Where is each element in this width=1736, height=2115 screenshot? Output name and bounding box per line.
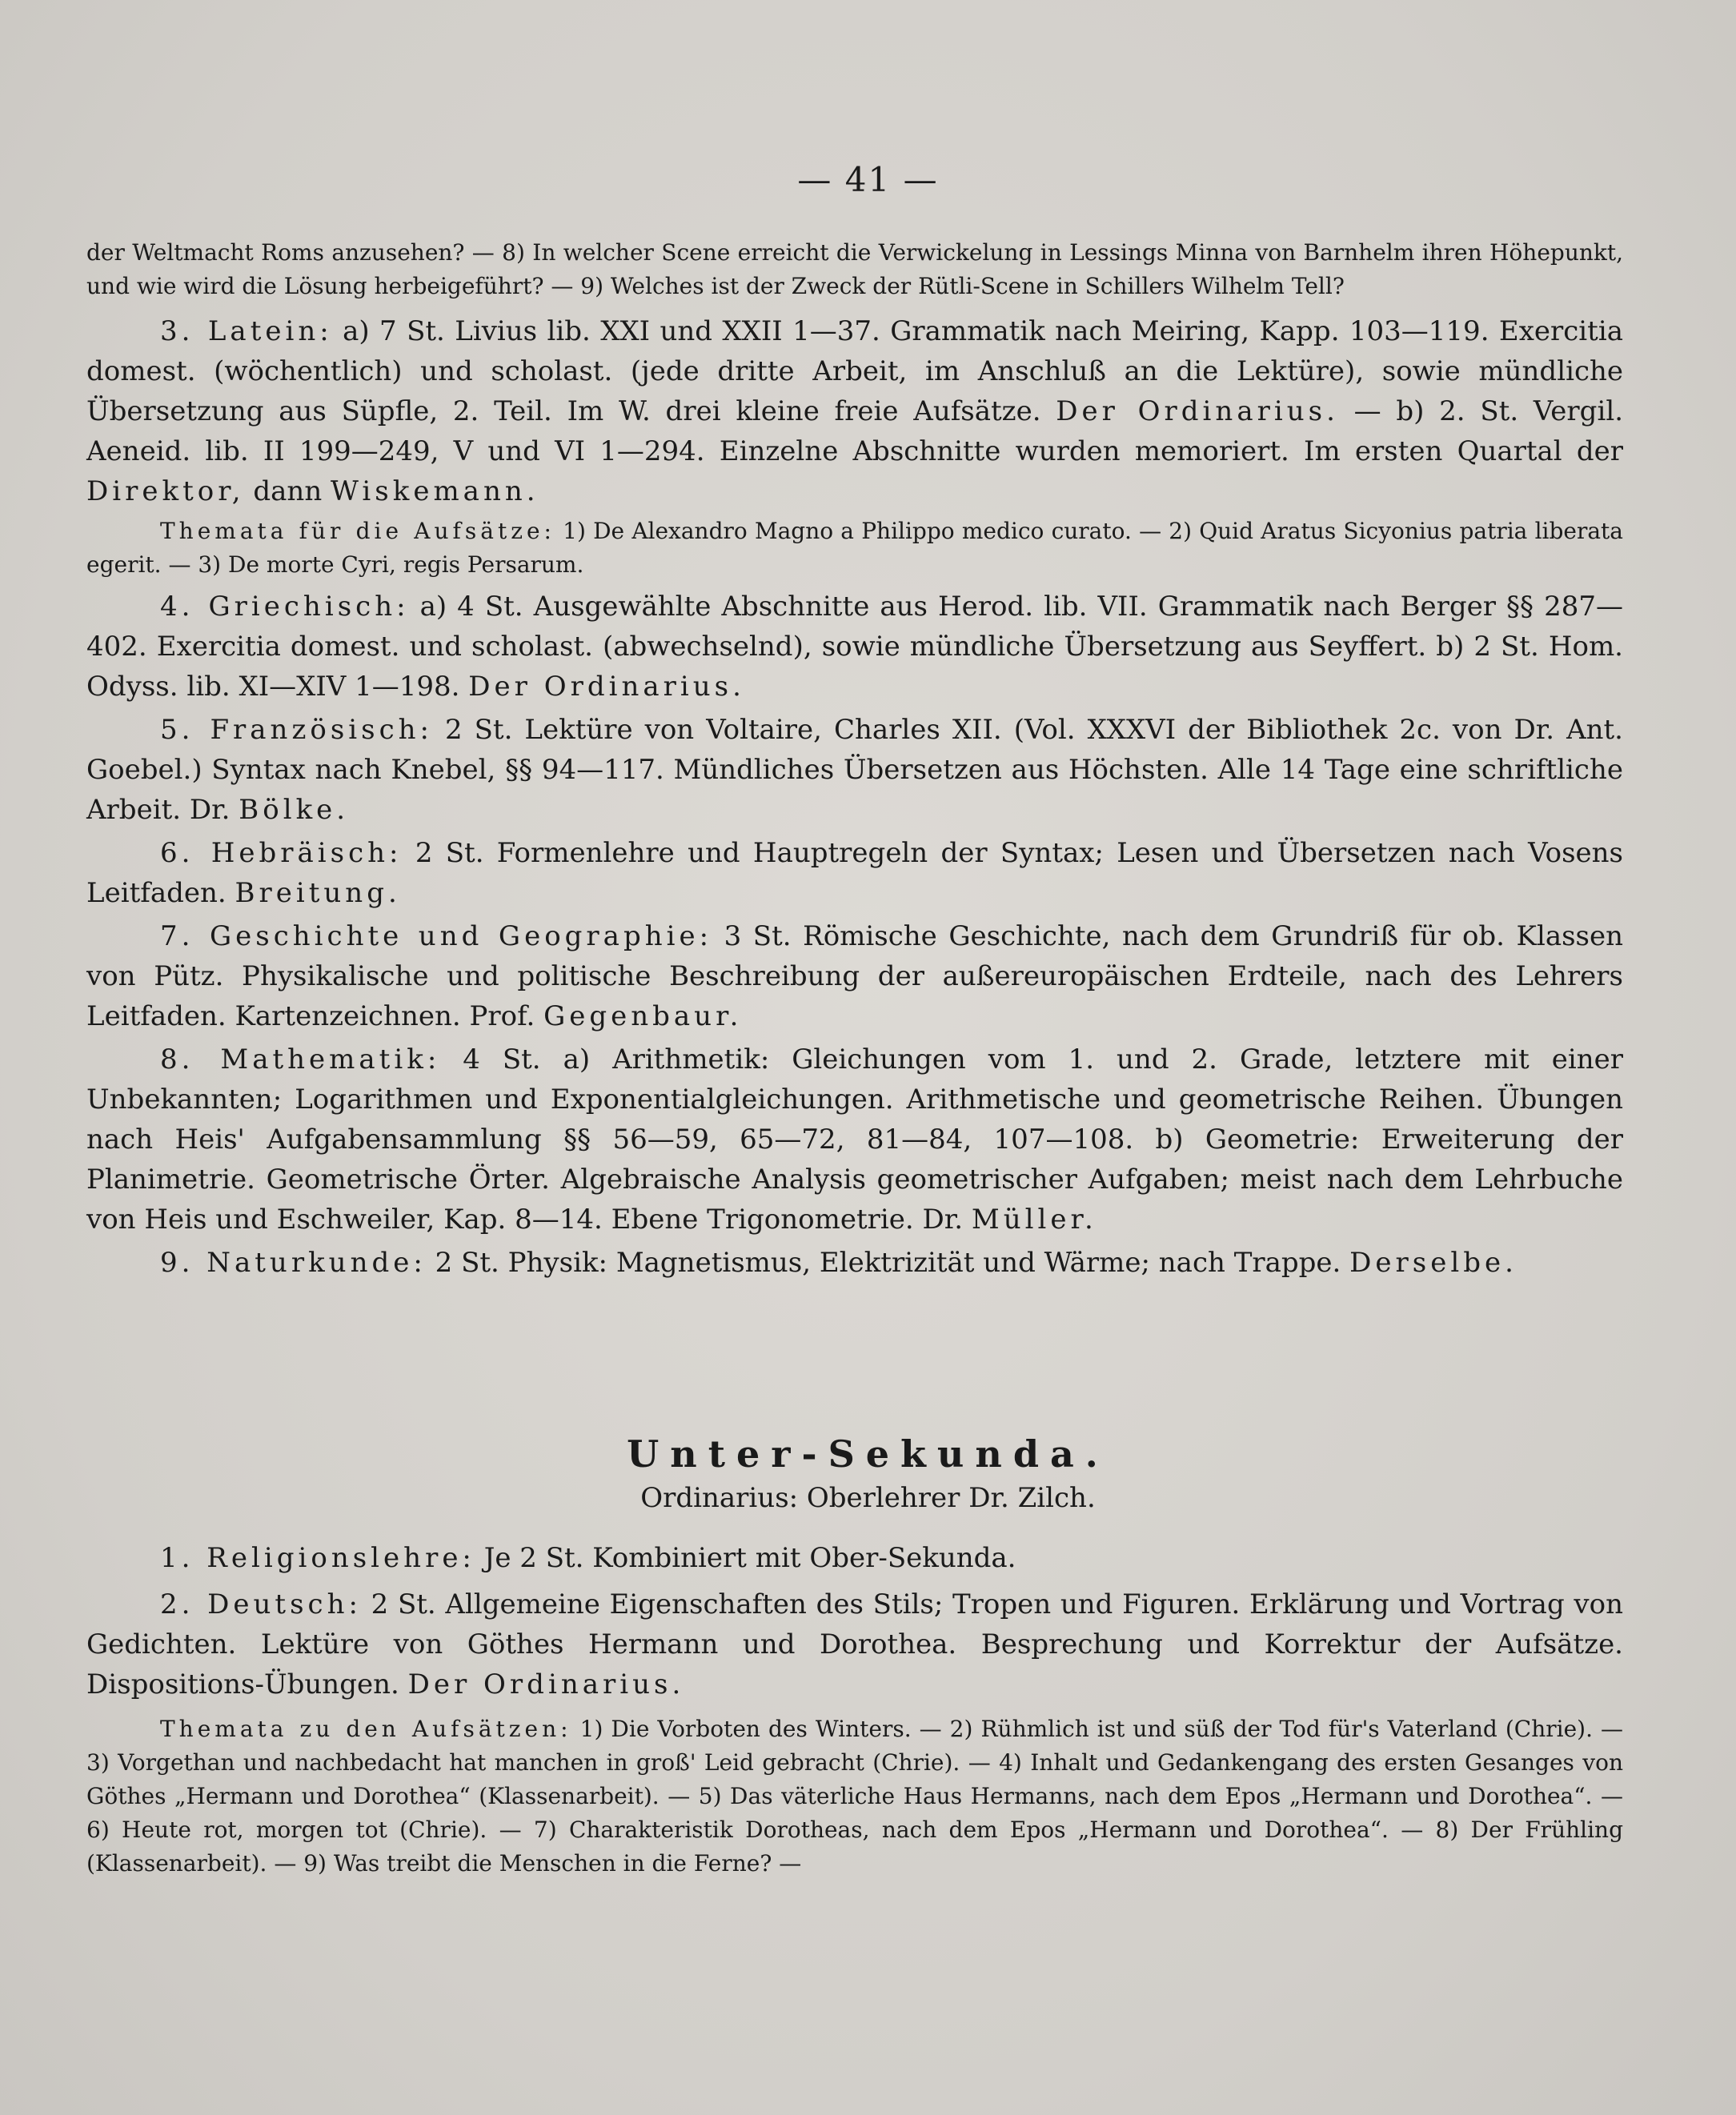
mathematik-heading: 8. Mathematik: — [160, 1043, 441, 1076]
section-title: Unter-Sekunda. — [627, 1432, 1109, 1476]
latein-text-c: dann — [253, 475, 323, 507]
hebraeisch-text: 2 St. Formenlehre und Hauptregeln der Syntax; Lesen und Übersetzen nach Vosens Leitfaden. — [86, 837, 1623, 909]
franzoesisch-heading: 5. Französisch: — [160, 714, 433, 746]
latein-direktor: Direktor, — [86, 475, 245, 507]
upper-section — [86, 236, 1623, 1283]
latein-paragraph — [86, 311, 1623, 511]
naturkunde-teacher: Derselbe. — [1349, 1247, 1517, 1279]
latein-teacher: Wiskemann. — [331, 475, 539, 507]
geschichte-text: 3 St. Römische Geschichte, nach dem Grundriß für ob. Klassen von Pütz. Physikalische und politische Beschreibung der außereuropäischen Erdteile, nach des Lehrers Leitfaden. Kartenzeichnen. Prof. — [86, 920, 1623, 1032]
section-ordinarius: Ordinarius: Oberlehrer Dr. Zilch. — [640, 1482, 1096, 1514]
deutsch-themata-text: 1) Die Vorboten des Winters. — 2) Rühmlich ist und süß der Tod für's Vaterland (Chrie). — 3) Vorgethan und nachbedacht hat manchen in groß' Leid gebracht (Chrie). — 4) Inhalt und Gedankengang des ersten Gesanges von Göthes „Hermann und Dorothea“ (Klassenarbeit). — 5) Das väterliche Haus Hermanns, nach dem Epos „Hermann und Dorothea“. — 6) Heute rot, morgen tot (Chrie). — 7) Charakteristik Dorotheas, nach dem Epos „Hermann und Dorothea“. — 8) Der Frühling (Klassenarbeit). — 9) Was treibt die Menschen in die Ferne? — — [86, 1716, 1624, 1877]
deutsch-themata-heading: Themata zu den Aufsätzen: — [160, 1716, 572, 1742]
naturkunde-heading: 9. Naturkunde: — [160, 1247, 427, 1279]
naturkunde-paragraph — [86, 1243, 1623, 1283]
franzoesisch-teacher: Bölke. — [239, 794, 350, 826]
lower-section — [86, 1538, 1623, 1881]
deutsch-text: 2 St. Allgemeine Eigenschaften des Stils; Tropen und Figuren. Erklärung und Vortrag von Gedichten. Lektüre von Göthes Hermann und Dorothea. Besprechung und Korrektur der Aufsätze. Dispositions-Übungen. — [86, 1588, 1623, 1700]
naturkunde-text: 2 St. Physik: Magnetismus, Elektrizität und Wärme; nach Trappe. — [435, 1247, 1341, 1279]
geschichte-heading: 7. Geschichte und Geographie: — [160, 920, 713, 952]
religion-text: Je 2 St. Kombiniert mit Ober-Sekunda. — [483, 1542, 1016, 1574]
religion-heading: 1. Religionslehre: — [160, 1542, 475, 1574]
deutsch-paragraph — [86, 1584, 1623, 1704]
latein-text: a) 7 St. Livius lib. XXI und XXII 1—37. Grammatik nach Meiring, Kapp. 103—119. Exercitia domest. (wöchentlich) und scholast. (jede dritte Arbeit, im Anschluß an die Lektüre), sowie mündliche Übersetzung aus Süpfle, 2. Teil. Im W. drei kleine freie Aufsätze. — [86, 315, 1623, 427]
hebraeisch-heading: 6. Hebräisch: — [160, 837, 403, 869]
griechisch-heading: 4. Griechisch: — [160, 591, 410, 623]
religion-paragraph — [86, 1538, 1623, 1578]
deutsch-ordinarius: Der Ordinarius. — [407, 1668, 685, 1700]
hebraeisch-paragraph — [86, 833, 1623, 913]
mathematik-teacher: Müller. — [971, 1204, 1097, 1236]
geschichte-paragraph — [86, 916, 1623, 1036]
page-number: — 41 — — [797, 160, 939, 199]
griechisch-paragraph — [86, 587, 1623, 707]
franzoesisch-paragraph — [86, 710, 1623, 830]
mathematik-paragraph — [86, 1039, 1623, 1240]
mathematik-text: 4 St. a) Arithmetik: Gleichungen vom 1. und 2. Grade, letztere mit einer Unbekannten; Logarithmen und Exponentialgleichungen. Arithmetische und geometrische Reihen. Übungen nach Heis' Aufgabensammlung §§ 56—59, 65—72, 81—84, 107—108. b) Geometrie: Erweiterung der Planimetrie. Geometrische Örter. Algebraische Analysis geometrischer Aufgaben; meist nach dem Lehrbuche von Heis und Eschweiler, Kap. 8—14. Ebene Trigonometrie. Dr. — [86, 1043, 1623, 1236]
deutsch-heading: 2. Deutsch: — [160, 1588, 362, 1620]
deutsch-themata — [86, 1712, 1623, 1881]
latein-text-b: — b) 2. St. Vergil. Aeneid. lib. II 199—249, V und VI 1—294. Einzelne Abschnitte wurden memoriert. Im ersten Quartal der — [86, 395, 1623, 467]
deutsch-themata-continuation: der Weltmacht Roms anzusehen? — 8) In welcher Scene erreicht die Verwickelung in Lessings Minna von Barnhelm ihren Höhepunkt, und wie wird die Lösung herbeigeführt? — 9) Welches ist der Zweck der Rütli-Scene in Schillers Wilhelm Tell? — [86, 239, 1623, 299]
geschichte-teacher: Gegenbaur. — [543, 1000, 743, 1032]
griechisch-text: a) 4 St. Ausgewählte Abschnitte aus Herod. lib. VII. Grammatik nach Berger §§ 287—402. Exercitia domest. und scholast. (abwechselnd), sowie mündliche Übersetzung aus Seyffert. b) 2 St. Hom. Odyss. lib. XI—XIV 1—198. — [86, 591, 1623, 703]
griechisch-ordinarius: Der Ordinarius. — [468, 671, 745, 703]
latein-themata-heading: Themata für die Aufsätze: — [160, 518, 555, 544]
franzoesisch-text: 2 St. Lektüre von Voltaire, Charles XII. (Vol. XXXVI der Bibliothek 2c. von Dr. Ant. Goebel.) Syntax nach Knebel, §§ 94—117. Mündliches Übersetzen aus Höchsten. Alle 14 Tage eine schriftliche Arbeit. Dr. — [86, 714, 1623, 826]
latein-themata-text: 1) De Alexandro Magno a Philippo medico curato. — 2) Quid Aratus Sicyonius patria liberata egerit. — 3) De morte Cyri, regis Persarum. — [86, 518, 1623, 578]
hebraeisch-teacher: Breitung. — [235, 877, 401, 909]
latein-ordinarius: Der Ordinarius. — [1056, 395, 1339, 427]
latein-themata — [86, 515, 1623, 582]
latein-heading: 3. Latein: — [160, 315, 333, 347]
